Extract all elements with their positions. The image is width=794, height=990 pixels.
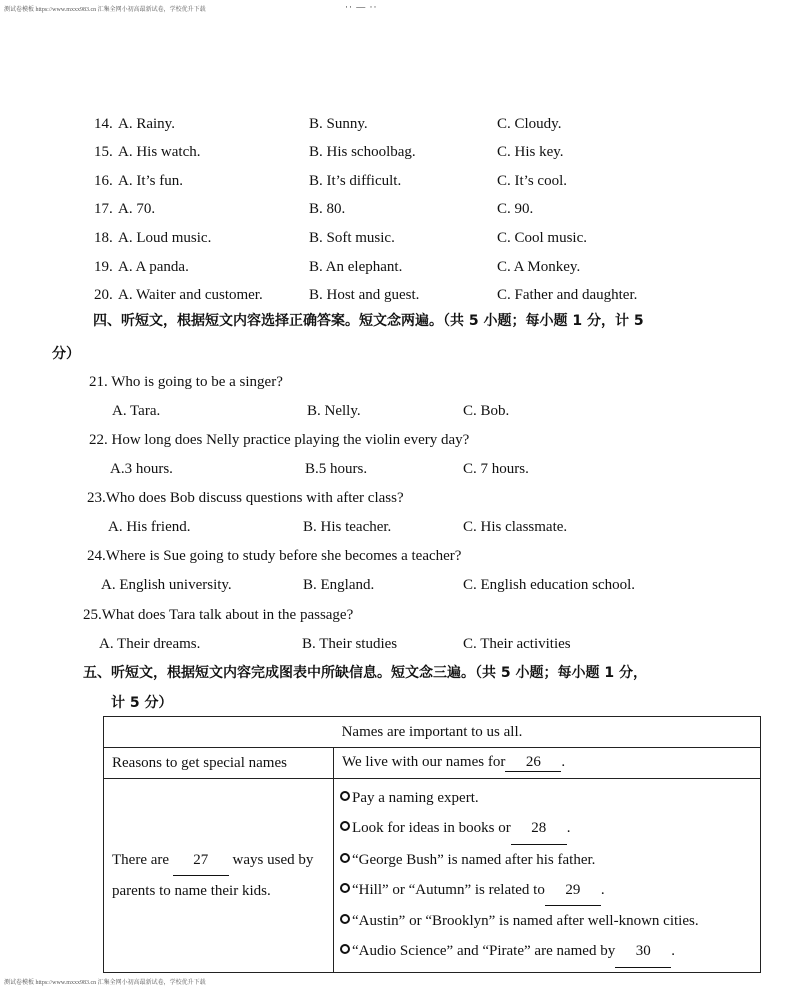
option-b: B. England. [303,577,375,593]
bullet-icon [340,853,350,863]
option-a: A. His friend. [108,519,191,535]
option-c: C. Cool music. [497,230,588,246]
option-c: C. His key. [497,144,564,160]
option-c: C. His classmate. [463,519,568,535]
option-a: A. His watch. [118,144,201,160]
question-number: 14. [94,116,113,132]
option-a: A. Tara. [112,403,161,419]
question-text: 22. How long does Nelly practice playing the violin every day? [89,432,470,448]
question-number: 19. [94,259,113,275]
section4-title-cont: 分） [52,346,80,362]
question-number: 15. [94,144,113,160]
section5-title: 五、听短文，根据短文内容完成图表中所缺信息。短文念三遍。（共 5 小题；每小题 1 分， [83,665,647,681]
reasons-answer: We live with our names for 26 . [334,748,761,779]
option-a: A.3 hours. [110,461,173,477]
option-b: B. It’s difficult. [309,173,402,189]
option-b: B. An elephant. [309,259,403,275]
option-b: B. Host and guest. [309,287,420,303]
blank-28: 28 [511,813,567,844]
list-item: Pay a naming expert. [340,783,760,813]
bullet-icon [340,914,350,924]
option-c: C. 7 hours. [463,461,529,477]
option-b: B. Sunny. [309,116,368,132]
list-item: “Hill” or “Autumn” is related to 29 . [340,875,760,906]
question-text: 21. Who is going to be a singer? [89,374,283,390]
option-b: B. His schoolbag. [309,144,416,160]
reasons-label: Reasons to get special names [104,748,334,779]
option-a: A. 70. [118,201,156,217]
list-item: “Austin” or “Brooklyn” is named after well-known cities. [340,906,760,936]
bullet-icon [340,883,350,893]
section5-title-cont: 计 5 分） [111,695,173,711]
option-c: C. 90. [497,201,534,217]
blank-27: 27 [173,845,229,876]
list-item: Look for ideas in books or 28 . [340,813,760,844]
option-c: C. Their activities [463,636,571,652]
option-b: B. Their studies [302,636,398,652]
page-header-watermark: 测试卷模板 https://www.mxxx983.cn 汇集全网小初高最新试卷，学校优升下载 [4,7,206,13]
option-c: C. It’s cool. [497,173,567,189]
section4-title: 四、听短文，根据短文内容选择正确答案。短文念两遍。（共 5 小题；每小题 1 分，计 5 [93,313,644,329]
question-number: 17. [94,201,113,217]
option-b: B. Soft music. [309,230,395,246]
bullet-icon [340,944,350,954]
blank-30: 30 [615,936,671,967]
option-c: C. A Monkey. [497,259,581,275]
bullet-icon [340,821,350,831]
option-a: A. Rainy. [118,116,175,132]
table-title: Names are important to us all. [104,717,761,748]
option-c: C. English education school. [463,577,636,593]
page-footer-watermark: 测试卷模板 https://www.mxxx983.cn 汇集全网小初高最新试卷，学校优升下载 [4,980,206,986]
option-b: B. His teacher. [303,519,392,535]
list-item: “Audio Science” and “Pirate” are named by 30 . [340,936,760,967]
option-c: C. Father and daughter. [497,287,638,303]
option-a: A. Loud music. [118,230,212,246]
option-a: A. Their dreams. [99,636,201,652]
option-a: A. Waiter and customer. [118,287,263,303]
question-number: 18. [94,230,113,246]
list-item: “George Bush” is named after his father. [340,845,760,875]
option-c: C. Cloudy. [497,116,562,132]
question-text: 25.What does Tara talk about in the passage? [83,607,354,623]
option-a: A. English university. [101,577,232,593]
option-b: B.5 hours. [305,461,368,477]
question-number: 20. [94,287,113,303]
page-top-mark: ·· — ·· [345,2,378,12]
question-text: 24.Where is Sue going to study before she becomes a teacher? [87,548,462,564]
option-b: B. 80. [309,201,346,217]
option-a: A. A panda. [118,259,189,275]
option-a: A. It’s fun. [118,173,183,189]
bullet-icon [340,791,350,801]
blank-26: 26 [505,754,561,772]
names-info-table [103,716,761,973]
ways-cell: There are 27 ways used by parents to name their kids. [104,779,334,973]
question-number: 16. [94,173,113,189]
ways-list [334,779,761,973]
question-text: 23.Who does Bob discuss questions with after class? [87,490,404,506]
blank-29: 29 [545,875,601,906]
option-c: C. Bob. [463,403,510,419]
option-b: B. Nelly. [307,403,361,419]
